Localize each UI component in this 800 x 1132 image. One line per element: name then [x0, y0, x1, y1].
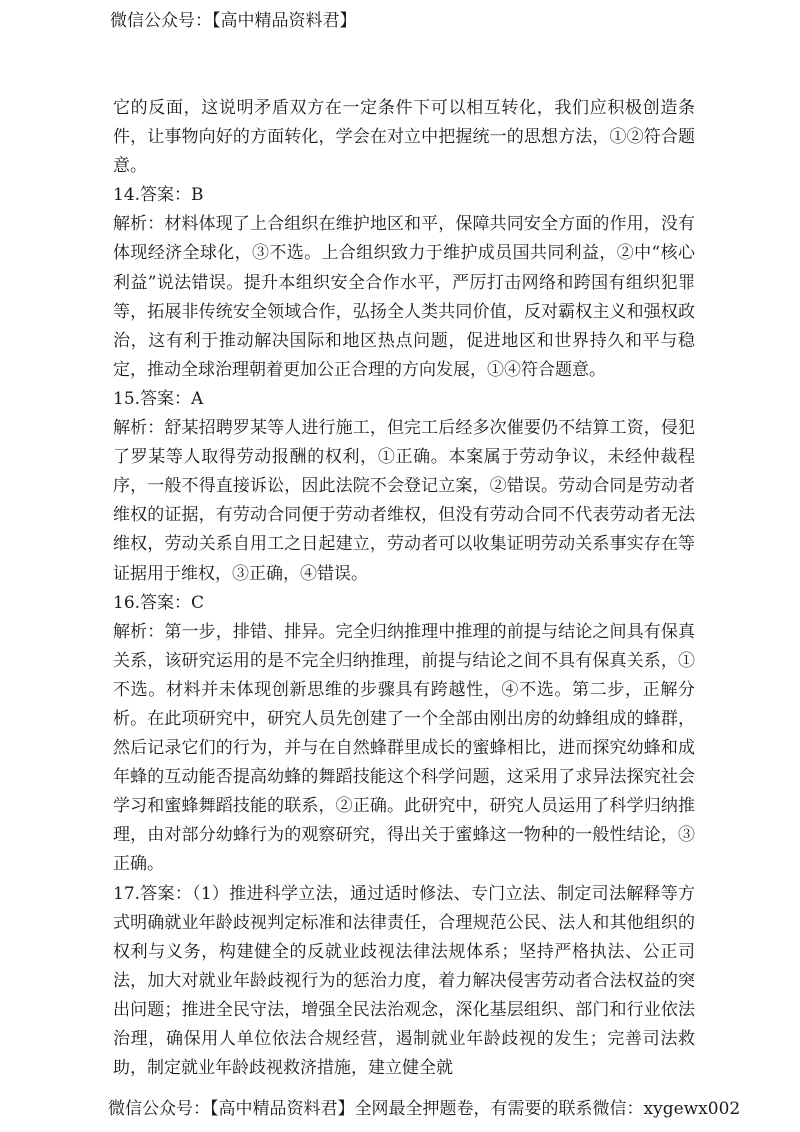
analysis-15: 解析：舒某招聘罗某等人进行施工，但完工后经多次催要仍不结算工资，侵犯了罗某等人取得劳动报酬的权利，①正确。本案属于劳动争议，未经仲裁程序，一般不得直接诉讼，因此法院不会登记立案，②错误。劳动合同是劳动者维权的证据，有劳动合同便于劳动者维权，但没有劳动合同不代表劳动者无法维权，劳动关系自用工之日起建立，劳动者可以收集证明劳动关系事实存在等证据用于维权，③正确，④错误。: [113, 418, 695, 584]
answer-16: 16.答案：C: [113, 592, 205, 613]
analysis-14: 解析：材料体现了上合组织在维护地区和平，保障共同安全方面的作用，没有体现经济全球化，③不选。上合组织致力于维护成员国共同利益，②中“核心利益”说法错误。提升本组织安全合作水平，严厉打击网络和跨国有组织犯罪等，拓展非传统安全领域合作，弘扬全人类共同价值，反对霸权主义和强权政治，这有利于推动解决国际和地区热点问题，促进地区和世界持久和平与稳定，推动全球治理朝着更加公正合理的方向发展，①④符合题意。: [113, 214, 695, 380]
answer-14: 14.答案：B: [113, 185, 204, 206]
page-footer: 微信公众号：【高中精品资料君】全网最全押题卷，有需要的联系微信：xygewx002: [108, 1099, 741, 1119]
paragraph-continuation: 它的反面，这说明矛盾双方在一定条件下可以相互转化，我们应积极创造条件，让事物向好的方面转化，学会在对立中把握统一的思想方法，①②符合题意。: [113, 98, 695, 177]
page-header: 微信公众号：【高中精品资料君】: [110, 11, 357, 31]
analysis-16: 解析：第一步，排错、排异。完全归纳推理中推理的前提与结论之间具有保真关系，该研究运用的是不完全归纳推理，前提与结论之间不具有保真关系，①不选。材料并未体现创新思维的步骤具有跨越性，④不选。第二步，正解分析。在此项研究中，研究人员先创建了一个全部由刚出房的幼蜂组成的蜂群，然后记录它们的行为，并与在自然蜂群里成长的蜜蜂相比，进而探究幼蜂和成年蜂的互动能否提高幼蜂的舞蹈技能这个科学问题，这采用了求异法探究社会学习和蜜蜂舞蹈技能的联系，②正确。此研究中，研究人员运用了科学归纳推理，由对部分幼蜂行为的观察研究，得出关于蜜蜂这一物种的一般性结论，③正确。: [113, 621, 695, 875]
answer-17: 17.答案：（1）推进科学立法，通过适时修法、专门立法、制定司法解释等方式明确就业年龄歧视判定标准和法律责任，合理规范公民、法人和其他组织的权利与义务，构建健全的反就业歧视法律法规体系；坚持严格执法、公正司法，加大对就业年龄歧视行为的惩治力度，着力解决侵害劳动者合法权益的突出问题；推进全民守法，增强全民法治观念，深化基层组织、部门和行业依法治理，确保用人单位依法合规经营，遏制就业年龄歧视的发生；完善司法救助，制定就业年龄歧视救济措施，建立健全就: [113, 883, 695, 1079]
answer-15: 15.答案：A: [113, 388, 204, 409]
document-body: [113, 94, 695, 1083]
